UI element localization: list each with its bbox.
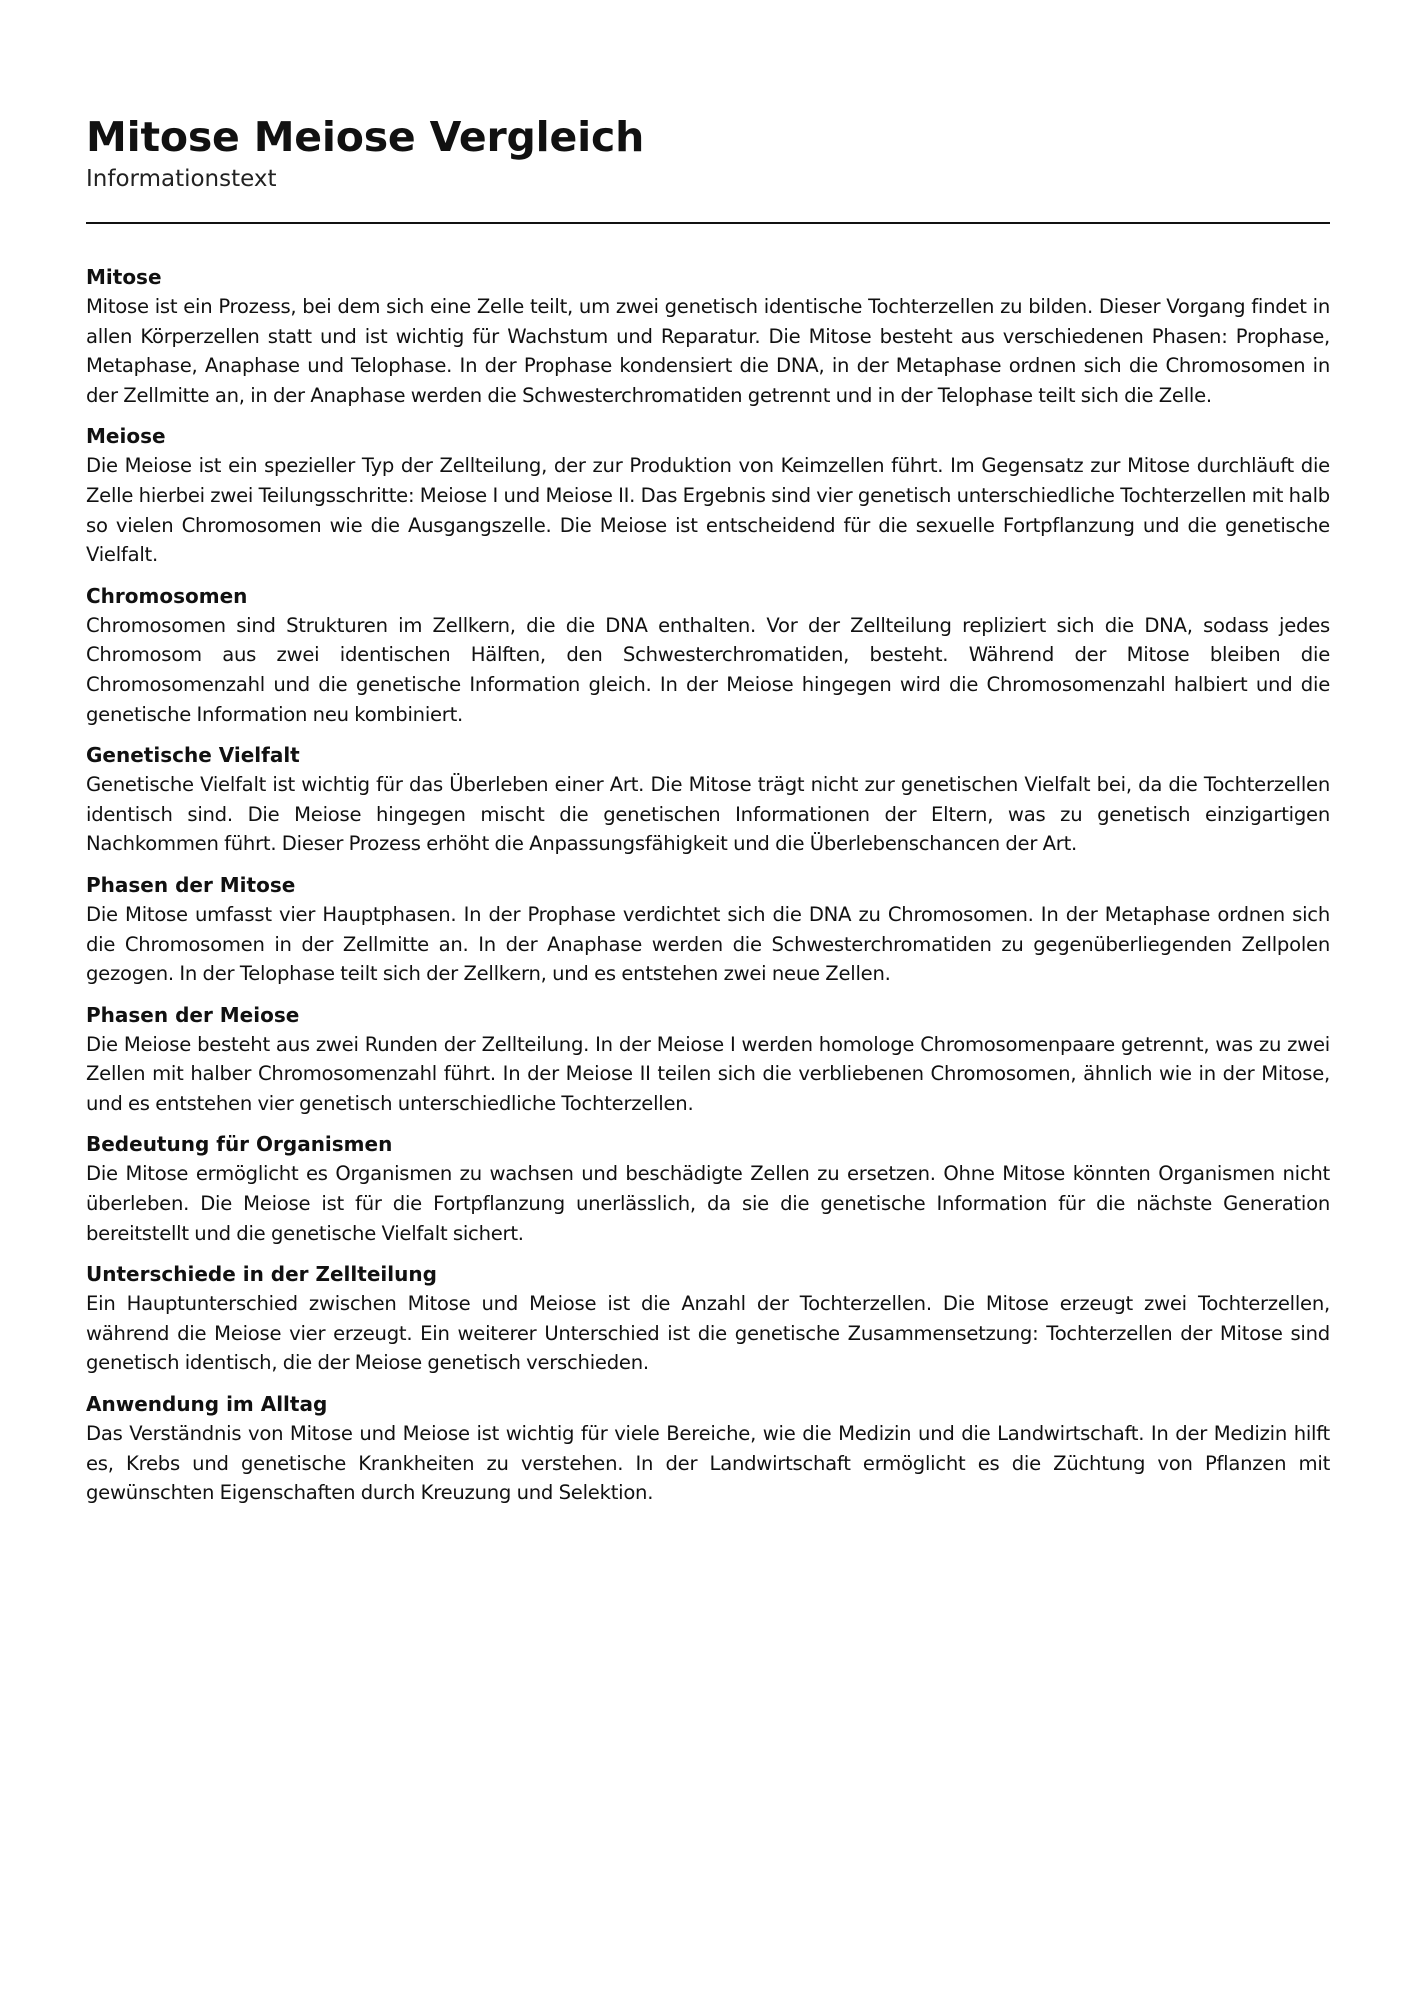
section-genetische-vielfalt	[86, 740, 1330, 859]
section-body: Ein Hauptunterschied zwischen Mitose und Meiose ist die Anzahl der Tochterzellen. Die Mitose erzeugt zwei Tochterzellen, während die Meiose vier erzeugt. Ein weiterer Unterschied ist die genetische Zusammensetzung: Tochterzellen der Mitose sind genetisch identisch, die der Meiose genetisch verschieden.	[86, 1292, 1330, 1375]
section-anwendung-im-alltag	[86, 1389, 1330, 1508]
document-subtitle: Informationstext	[86, 166, 277, 192]
section-chromosomen	[86, 581, 1330, 729]
section-heading: Unterschiede in der Zellteilung	[86, 1262, 437, 1287]
section-body: Das Verständnis von Mitose und Meiose ist wichtig für viele Bereiche, wie die Medizin und die Landwirtschaft. In der Medizin hilft es, Krebs und genetische Krankheiten zu verstehen. In der Landwirtschaft ermöglicht es die Züchtung von Pflanzen mit gewünschten Eigenschaften durch Kreuzung und Selektion.	[86, 1422, 1330, 1505]
section-heading: Phasen der Mitose	[86, 872, 296, 897]
section-meiose	[86, 421, 1330, 569]
section-body: Chromosomen sind Strukturen im Zellkern, die die DNA enthalten. Vor der Zellteilung repliziert sich die DNA, sodass jedes Chromosom aus zwei identischen Hälften, den Schwesterchromatiden, besteht. Während der Mitose bleiben die Chromosomenzahl und die genetische Information gleich. In der Meiose hingegen wird die Chromosomenzahl halbiert und die genetische Information neu kombiniert.	[86, 613, 1330, 726]
sections-container	[86, 262, 1330, 1508]
section-mitose	[86, 262, 1330, 410]
section-body: Die Mitose ermöglicht es Organismen zu wachsen und beschädigte Zellen zu ersetzen. Ohne Mitose könnten Organismen nicht überleben. Die Meiose ist für die Fortpflanzung unerlässlich, da sie die genetische Information für die nächste Generation bereitstellt und die genetische Vielfalt sichert.	[86, 1162, 1330, 1245]
title-divider	[86, 222, 1330, 224]
section-bedeutung-fuer-organismen	[86, 1129, 1330, 1248]
document-page	[86, 112, 1330, 1519]
section-heading: Phasen der Meiose	[86, 1002, 300, 1027]
section-heading: Chromosomen	[86, 583, 248, 608]
section-heading: Mitose	[86, 265, 162, 289]
section-phasen-der-mitose	[86, 870, 1330, 989]
section-body: Die Meiose ist ein spezieller Typ der Zellteilung, der zur Produktion von Keimzellen führt. Im Gegensatz zur Mitose durchläuft die Zelle hierbei zwei Teilungsschritte: Meiose I und Meiose II. Das Ergebnis sind vier genetisch unterschiedliche Tochterzellen mit halb so vielen Chromosomen wie die Ausgangszelle. Die Meiose ist entscheidend für die sexuelle Fortpflanzung und die genetische Vielfalt.	[86, 454, 1330, 567]
section-body: Die Meiose besteht aus zwei Runden der Zellteilung. In der Meiose I werden homologe Chromosomenpaare getrennt, was zu zwei Zellen mit halber Chromosomenzahl führt. In der Meiose II teilen sich die verbliebenen Chromosomen, ähnlich wie in der Mitose, und es entstehen vier genetisch unterschiedliche Tochterzellen.	[86, 1032, 1330, 1115]
section-unterschiede-in-der-zellteilung	[86, 1259, 1330, 1378]
section-heading: Meiose	[86, 424, 166, 449]
section-body: Die Mitose umfasst vier Hauptphasen. In der Prophase verdichtet sich die DNA zu Chromosomen. In der Metaphase ordnen sich die Chromosomen in der Zellmitte an. In der Anaphase werden die Schwesterchromatiden zu gegenüberliegenden Zellpolen gezogen. In der Telophase teilt sich der Zellkern, und es entstehen zwei neue Zellen.	[86, 902, 1330, 986]
section-heading: Bedeutung für Organismen	[86, 1132, 393, 1157]
section-body: Genetische Vielfalt ist wichtig für das Überleben einer Art. Die Mitose trägt nicht zur genetischen Vielfalt bei, da die Tochterzellen identisch sind. Die Meiose hingegen mischt die genetischen Informationen der Eltern, was zu genetisch einzigartigen Nachkommen führt. Dieser Prozess erhöht die Anpassungsfähigkeit und die Überlebenschancen der Art.	[86, 773, 1330, 856]
document-title: Mitose Meiose Vergleich	[86, 113, 645, 161]
section-body: Mitose ist ein Prozess, bei dem sich eine Zelle teilt, um zwei genetisch identische Tochterzellen zu bilden. Dieser Vorgang findet in allen Körperzellen statt und ist wichtig für Wachstum und Reparatur. Die Mitose besteht aus verschiedenen Phasen: Prophase, Metaphase, Anaphase und Telophase. In der Prophase kondensiert die DNA, in der Metaphase ordnen sich die Chromosomen in der Zellmitte an, in der Anaphase werden die Schwesterchromatiden getrennt und in der Telophase teilt sich die Zelle.	[86, 295, 1330, 407]
section-heading: Anwendung im Alltag	[86, 1392, 328, 1417]
section-phasen-der-meiose	[86, 1000, 1330, 1119]
section-heading: Genetische Vielfalt	[86, 743, 300, 768]
